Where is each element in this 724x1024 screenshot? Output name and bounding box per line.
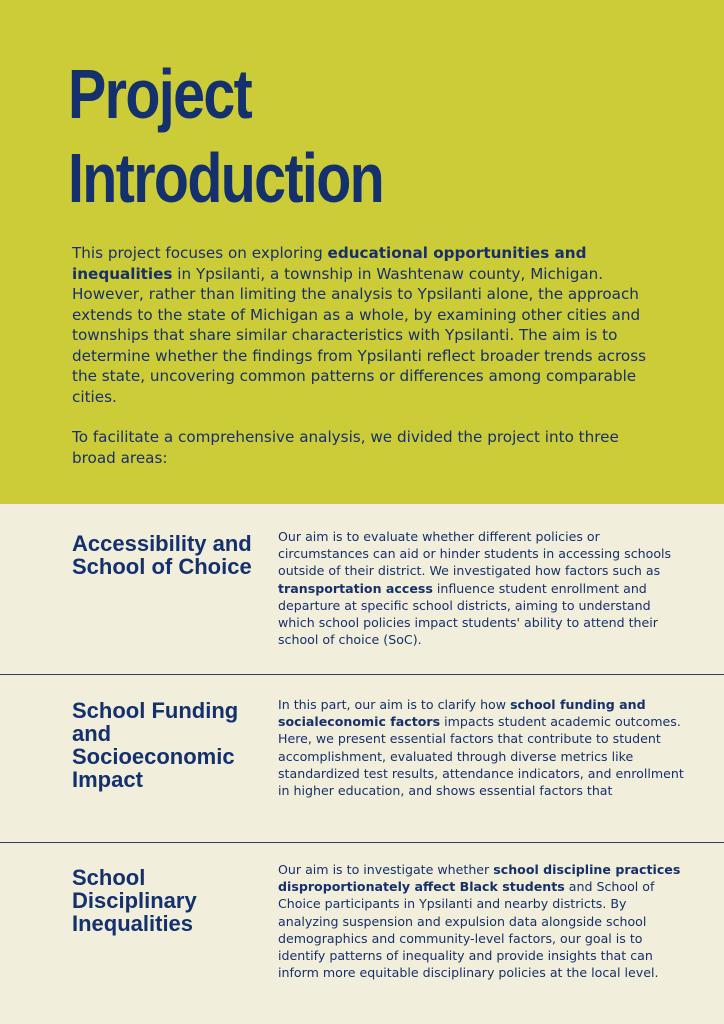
header-panel	[0, 0, 724, 504]
intro-paragraph-2: To facilitate a comprehensive analysis, we divided the project into three broad areas:	[72, 428, 619, 467]
section-body	[278, 528, 686, 648]
section-body-emphasis: transportation access	[278, 580, 433, 596]
intro-emphasis: educational opportunities and inequalities	[72, 244, 587, 283]
section-body	[278, 696, 686, 799]
section-body-a: In this part, our aim is to clarify how	[278, 697, 511, 712]
section-title: Accessibility and School of Choice	[72, 531, 252, 579]
page-title-line-1: Project	[68, 55, 252, 133]
intro-paragraph-1	[72, 243, 662, 407]
intro-text-c: in Ypsilanti, a township in Washtenaw county, Michigan. However, rather than limiting the analysis to Ypsilanti alone, the approach extends to the state of Michigan as a whole, by examining other cities and townships that share similar characteristics with Ypsilanti. The aim is to determine whether the findings from Ypsilanti reflect broader trends across the state, uncovering common patterns or differences among comparable cities.	[72, 264, 647, 406]
section-body-c: and School of Choice participants in Ypsilanti and nearby districts. By analyzing suspension and expulsion data alongside school demographics and community-level factors, our goal is to identify patterns of inequality and provide insights that can inform more equitable disciplinary policies at the local level.	[278, 879, 659, 981]
section-body-emphasis: school discipline practices disproportionately affect Black students	[278, 862, 681, 895]
section-body-a: Our aim is to investigate whether	[278, 862, 494, 877]
section-discipline	[0, 843, 724, 1024]
intro-text-a: This project focuses on exploring	[72, 244, 328, 262]
section-body-emphasis: school funding and socialeconomic factors	[278, 697, 646, 730]
section-accessibility	[0, 504, 724, 674]
section-funding	[0, 675, 724, 842]
section-body-c: influence student enrollment and departure at specific school districts, aiming to understand which school policies impact students' ability to attend their school of choice (SoC).	[278, 580, 658, 648]
section-body-a: Our aim is to evaluate whether different policies or circumstances can aid or hinder students in accessing schools outside of their district. We investigated how factors such as	[278, 529, 672, 579]
section-title: School Disciplinary Inequalities	[72, 865, 197, 936]
intro-text	[72, 243, 662, 488]
section-body-c: impacts student academic outcomes. Here, we present essential factors that contribute to student accomplishment, evaluated through diverse metrics like standardized test results, attendance indicators, and enrollment in higher education, and shows essential factors that	[278, 714, 684, 799]
section-title: School Funding and Socioeconomic Impact	[72, 698, 239, 792]
page-title	[68, 52, 383, 220]
page-title-line-2: Introduction	[68, 139, 384, 217]
section-body	[278, 861, 686, 981]
